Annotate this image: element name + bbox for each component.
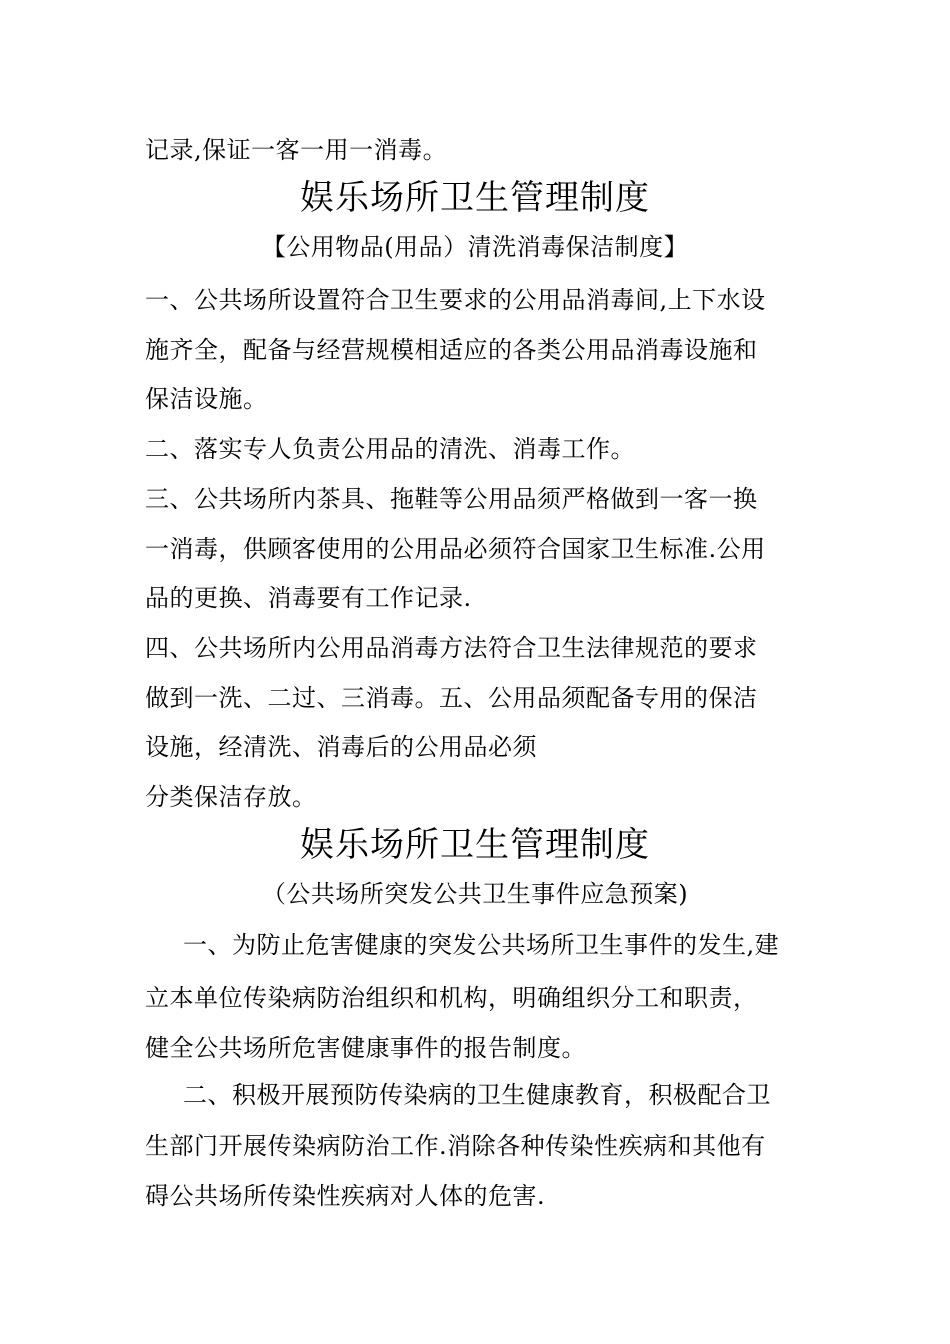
section-1-subtitle: 【公用物品(用品）清洗消毒保洁制度】 <box>261 233 689 261</box>
continuation-text: 记录,保证一客一用一消毒。 <box>145 136 448 164</box>
section-1-line: 四、公共场所内公用品消毒方法符合卫生法律规范的要求 <box>145 634 758 662</box>
section-2-line: 二、积极开展预防传染病的卫生健康教育，积极配合卫 <box>183 1081 771 1109</box>
section-1-line: 一、公共场所设置符合卫生要求的公用品消毒间,上下水设 <box>145 286 766 314</box>
section-1-line: 设施，经清洗、消毒后的公用品必须 <box>145 733 537 761</box>
section-1-line: 二、落实专人负责公用品的清洗、消毒工作。 <box>145 435 635 463</box>
section-1-line: 做到一洗、二过、三消毒。五、公用品须配备专用的保洁 <box>145 684 758 712</box>
section-2-line: 一、为防止危害健康的突发公共场所卫生事件的发生,建 <box>183 931 780 959</box>
section-1-line: 分类保洁存放。 <box>145 783 317 811</box>
section-1-line: 施齐全，配备与经营规模相适应的各类公用品消毒设施和 <box>145 336 758 364</box>
section-2-subtitle: （公共场所突发公共卫生事件应急预案) <box>261 880 689 908</box>
section-2-line: 生部门开展传染病防治工作.消除各种传染性疾病和其他有 <box>145 1132 766 1160</box>
section-1-line: 一消毒，供顾客使用的公用品必须符合国家卫生标准.公用 <box>145 535 766 563</box>
section-2-line: 立本单位传染病防治组织和机构，明确组织分工和职责， <box>145 984 758 1012</box>
section-2-line: 健全公共场所危害健康事件的报告制度。 <box>145 1034 586 1062</box>
section-1-title: 娱乐场所卫生管理制度 <box>300 178 650 218</box>
section-2-title: 娱乐场所卫生管理制度 <box>300 825 650 865</box>
section-1-line: 品的更换、消毒要有工作记录. <box>145 584 472 612</box>
section-2-line: 碍公共场所传染性疾病对人体的危害. <box>145 1182 546 1210</box>
section-1-line: 保洁设施。 <box>145 385 268 413</box>
section-1-line: 三、公共场所内茶具、拖鞋等公用品须严格做到一客一换 <box>145 485 758 513</box>
